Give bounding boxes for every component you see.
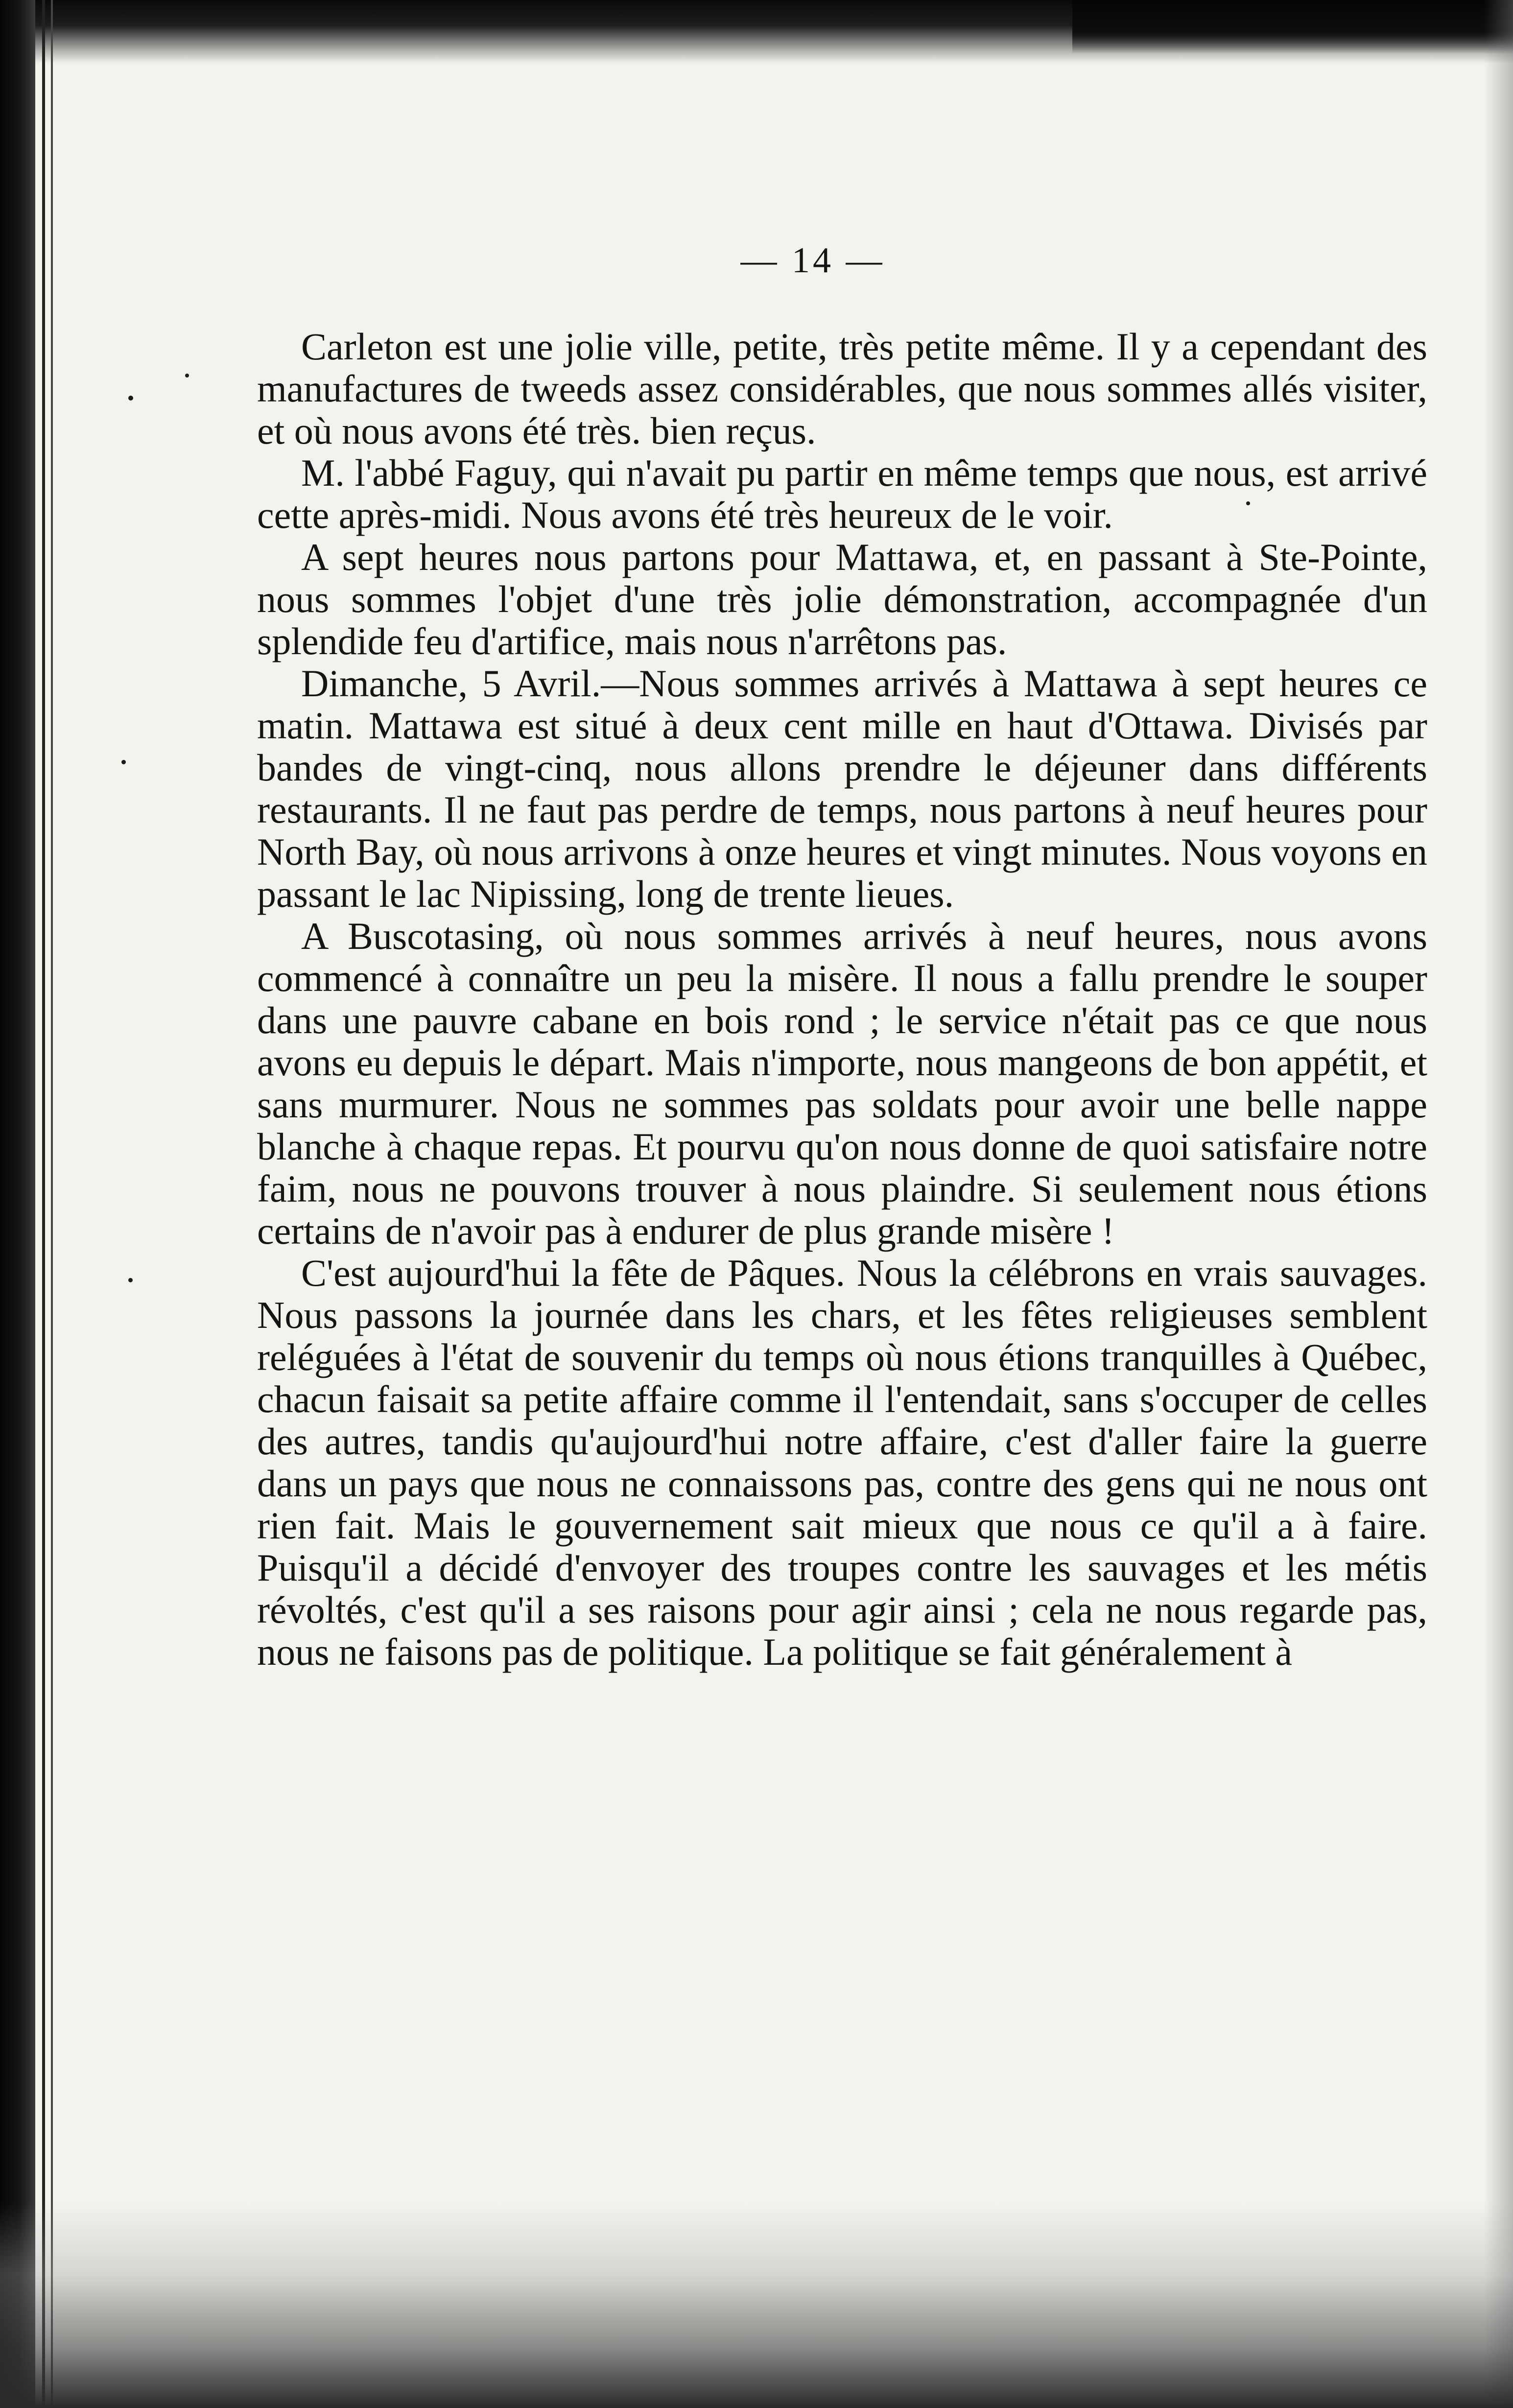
scan-speck: [121, 760, 126, 764]
paragraph: M. l'abbé Faguy, qui n'avait pu partir en même temps que nous, est arrivé cette après-midi. Nous avons été très heureux de le voir.: [257, 451, 1427, 536]
paragraph: Dimanche, 5 Avril.—Nous sommes arrivés à Mattawa à sept heures ce matin. Mattawa est situé à deux cent mille en haut d'Ottawa. Divisés par bandes de vingt-cinq, nous allons prendre le déjeuner dans différents restaurants. Il ne faut pas perdre de temps, nous partons à neuf heures pour North Bay, où nous arrivons à onze heures et vingt minutes. Nous voyons en passant le lac Nipissing, long de trente lieues.: [257, 662, 1427, 915]
binding-shadow-line: [51, 0, 53, 2408]
paragraph: A sept heures nous partons pour Mattawa, et, en passant à Ste-Pointe, nous sommes l'objet d'une très jolie démonstration, accompagnée d'un splendide feu d'artifice, mais nous n'arrêtons pas.: [257, 536, 1427, 662]
scan-bottom-edge: [0, 2202, 1513, 2408]
scan-right-edge: [1484, 0, 1513, 2408]
binding-shadow-line: [42, 0, 45, 2408]
scan-speck: [128, 396, 133, 401]
body-text: [257, 326, 1427, 1673]
scan-speck: [185, 374, 189, 378]
paragraph: C'est aujourd'hui la fête de Pâques. Nous la célébrons en vrais sauvages. Nous passons la journée dans les chars, et les fêtes religieuses semblent reléguées à l'état de souvenir du temps où nous étions tranquilles à Québec, chacun faisait sa petite affaire comme il l'entendait, sans s'occuper de celles des autres, tandis qu'aujourd'hui notre affaire, c'est d'aller faire la guerre dans un pays que nous ne connaissons pas, contre des gens qui ne nous ont rien fait. Mais le gouvernement sait mieux que nous ce qu'il a à faire. Puisqu'il a décidé d'envoyer des troupes contre les sauvages et les métis révoltés, c'est qu'il a ses raisons pour agir ainsi ; cela ne nous regarde pas, nous ne faisons pas de politique. La politique se fait généralement à: [257, 1251, 1427, 1673]
page-number: — 14 —: [740, 240, 885, 281]
paragraph: Carleton est une jolie ville, petite, très petite même. Il y a cependant des manufactures de tweeds assez considérables, que nous sommes allés visiter, et où nous avons été très. bien reçus.: [257, 325, 1427, 452]
book-binding-edge: [0, 0, 35, 2408]
scan-speck: [128, 1278, 133, 1282]
scan-top-right-edge: [1072, 0, 1513, 54]
paragraph: A Buscotasing, où nous sommes arrivés à neuf heures, nous avons commencé à connaître un peu la misère. Il nous a fallu prendre le souper dans une pauvre cabane en bois rond ; le service n'était pas ce que nous avons eu depuis le départ. Mais n'importe, nous mangeons de bon appétit, et sans murmurer. Nous ne sommes pas soldats pour avoir une belle nappe blanche à chaque repas. Et pourvu qu'on nous donne de quoi satisfaire notre faim, nous ne pouvons trouver à nous plaindre. Si seulement nous étions certains de n'avoir pas à endurer de plus grande misère !: [257, 915, 1427, 1252]
